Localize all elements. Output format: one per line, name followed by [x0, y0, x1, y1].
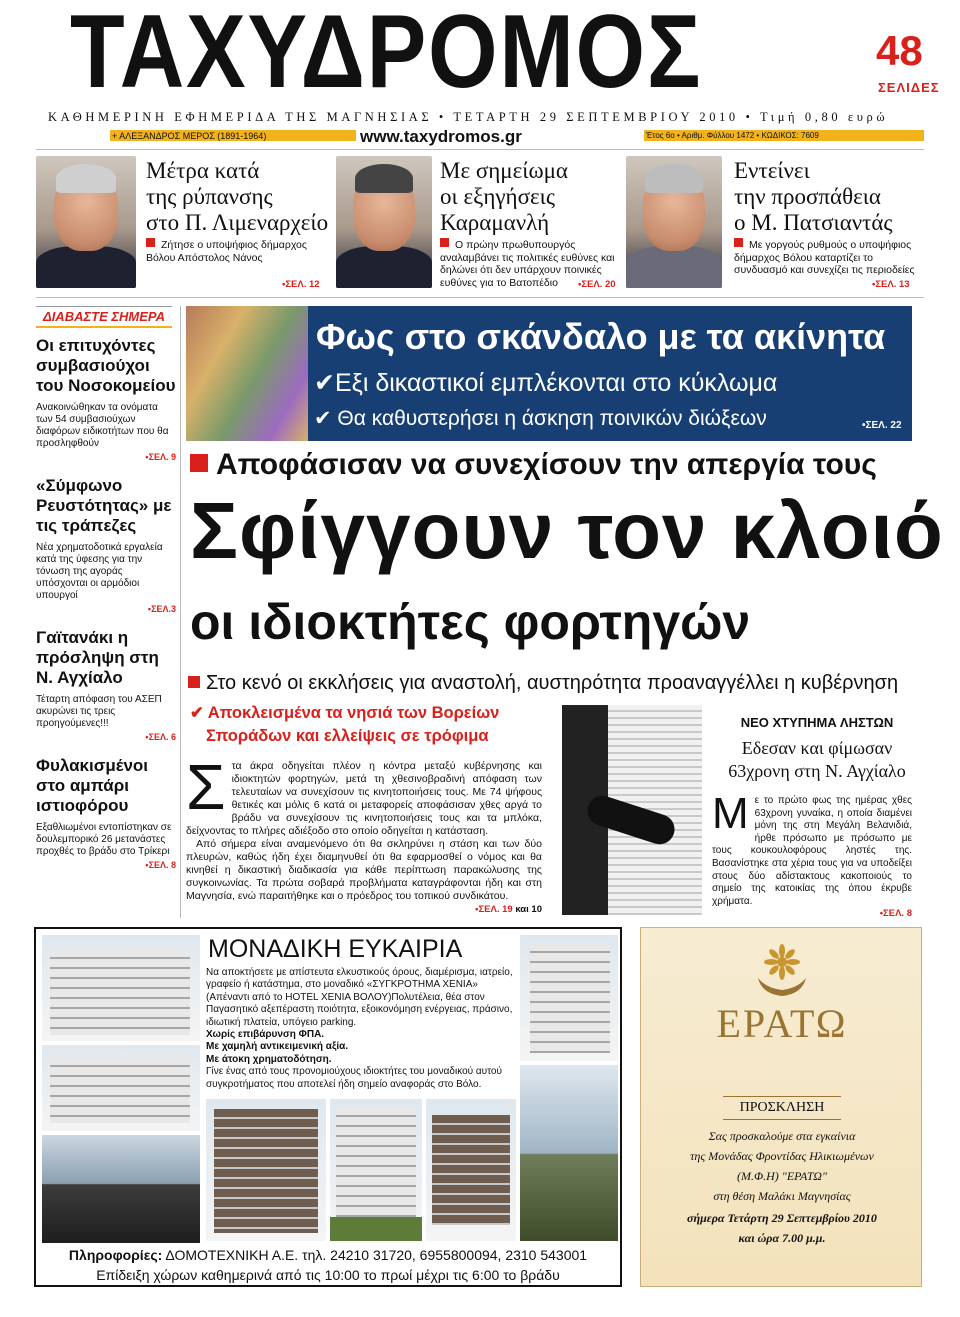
dropcap: Σ: [186, 751, 226, 823]
website-link[interactable]: www.taxydromos.gr: [360, 127, 522, 146]
ad-contact: Πληροφορίες: ΔΟΜΟΤΕΧΝΙΚΗ Α.Ε. τηλ. 24210 31720, 6955800094, 2310 543001: [68, 1247, 588, 1263]
left-story-text: Ανακοινώθηκαν τα ονόματα των 54 συμβασιούχων διαφόρων ειδικοτήτων που θα προσληφθούν: [36, 402, 169, 449]
left-story-title[interactable]: Φυλακισμένοι στο αμπάρι ιστιοφόρου: [36, 756, 149, 815]
pages-label: ΣΕΛΙΔΕΣ: [878, 80, 940, 95]
burglary-photo: [562, 705, 702, 915]
bullet-icon: [734, 238, 743, 247]
left-story-text: Εξαθλιωμένοι εντοπίστηκαν σε δουλεμπορικό 26 μετανάστες προχθές το βράδυ στο Τρίκερι: [36, 822, 172, 857]
lead-headline-2[interactable]: οι ιδιοκτήτες φορτηγών: [190, 594, 751, 650]
building-photo: [336, 1107, 416, 1217]
page-ref: •ΣΕΛ. 19 και 10: [475, 904, 542, 915]
view-photo: [520, 1065, 618, 1241]
flower-hands-icon: [752, 944, 812, 1000]
banner-title: Φως στο σκάνδαλο με τα ακίνητα: [316, 316, 886, 357]
page-ref: •ΣΕΛ. 8: [145, 860, 176, 870]
pages-number: 48: [876, 27, 923, 74]
burglary-kicker: ΝΕΟ ΧΤΥΠΗΜΑ ΛΗΣΤΩΝ: [740, 715, 894, 730]
lead-kicker: Αποφάσισαν να συνεχίσουν την απεργία τους: [190, 448, 877, 482]
banner-subtitle: ✔Εξι δικαστικοί εμπλέκονται στο κύκλωμα: [314, 369, 778, 397]
scandal-banner[interactable]: [186, 306, 912, 441]
bullet-icon: [188, 676, 200, 688]
erato-invitation-ad[interactable]: [640, 927, 922, 1287]
bullet-icon: [190, 454, 208, 472]
newspaper-title: ΤΑΧΥΔΡΟΜΟΣ: [70, 0, 703, 110]
invitation-text: Σας προσκαλούμε στα εγκαίνια της Μονάδας Φροντίδας Ηλικιωμένων (Μ.Φ.Η) "ΕΡΑΤΩ" στη θέση Μαλάκι Μαγνησίας: [690, 1129, 874, 1203]
euro-notes-photo: [186, 306, 308, 441]
story-photo: [336, 156, 432, 288]
left-story-title[interactable]: «Σύμφωνο Ρευστότητας» με τις τράπεζες: [36, 476, 172, 535]
lead-highlight: ✔ Αποκλεισμένα τα νησιά των Βορείων Σποράδων και ελλείψεις σε τρόφιμα: [190, 704, 500, 745]
ad-showing-hours: Επίδειξη χώρων καθημερινά από τις 10:00 το πρωί μέχρι τις 6:00 το βράδυ: [96, 1267, 560, 1283]
invitation-date: σήμερα Τετάρτη 29 Σεπτεμβρίου 2010 και ώρα 7.00 μ.μ.: [687, 1211, 877, 1245]
top-story-text: Ζήτησε ο υποψήφιος δήμαρχος Βόλου Απόστολος Νάνος: [146, 239, 307, 264]
column-divider: [180, 306, 181, 918]
dropcap: Μ: [712, 789, 749, 838]
read-today-column: [36, 306, 176, 870]
left-story-title[interactable]: Γαϊτανάκι η πρόσληψη στη Ν. Αγχίαλο: [36, 628, 159, 687]
building-photo: [530, 943, 610, 1053]
issue-info: Έτος 6ο • Αριθμ. Φύλλου 1472 • ΚΩΔΙΚΟΣ: 7609: [646, 131, 819, 140]
real-estate-ad[interactable]: [34, 927, 622, 1287]
story-photo: [626, 156, 722, 288]
page-ref: •ΣΕΛ. 12: [282, 279, 320, 290]
ad-title: ΜΟΝΑΔΙΚΗ ΕΥΚΑΙΡΙΑ: [208, 935, 463, 963]
page-ref: •ΣΕΛ. 8: [879, 908, 912, 920]
page-ref: •ΣΕΛ. 22: [862, 420, 902, 431]
page-ref: •ΣΕΛ.3: [147, 604, 176, 614]
lead-subtitle: Στο κενό οι εκκλήσεις για αναστολή, αυστηρότητα προαναγγέλλει η κυβέρνηση: [188, 672, 898, 695]
burglary-body: Μ ε το πρώτο φως της ημέρας χθες 63χρονη γυναίκα, η οποία διαμένει μόνη της στη Μεγάλη Βελανιδιά, ήρθε πρόσωπο με πρόσωπο με τους κουκουλοφόρους ληστές της. Βασανίστηκε στα χέρια τους για να υποδείξει στους δύο αδίστακτους κακοποιούς το σημείο της κατοικίας της όπου έκρυβε χρήματα. •ΣΕΛ. 8: [712, 789, 912, 920]
interior-photo: [42, 1135, 200, 1243]
tagline: ΚΑΘΗΜΕΡΙΝΗ ΕΦΗΜΕΡΙΔΑ ΤΗΣ ΜΑΓΝΗΣΙΑΣ • ΤΕΤΑΡΤΗ 29 ΣΕΠΤΕΜΒΡΙΟΥ 2010 • Τιμή 0,80 ευρώ: [48, 110, 889, 124]
page-ref: •ΣΕΛ. 20: [578, 279, 616, 290]
ad-body: Να αποκτήσετε με απίστευτα ελκυστικούς όρους, διαμέρισμα, ιατρείο, γραφείο ή κατάστημα, στο μοναδικό «ΣΥΓΚΡΟΤΗΜΑ ΧΕΝΙΑ» (Απέναντι από το HOTEL XENIA ΒΟΛΟΥ)Πολυτέλεια, θέα στον Παγασητικό αξεπέραστη ποιότητα, εξοικονόμηση ενέργειας, πράσινο, ιδιωτική πλατεία, υπόγειο parking. Χωρίς επιβάρυνση ΦΠΑ. Με χαμηλή αντικειμενική αξία. Με άτοκη χρηματοδότηση. Γίνε ένας από τους προνομιούχους ιδιοκτήτες του μοναδικού αυτού συγκροτήματος που αποτελεί ήδη σημείο αναφοράς στο Βόλο.: [206, 967, 513, 1090]
read-today-header: ΔΙΑΒΑΣΤΕ ΣΗΜΕΡΑ: [36, 306, 172, 328]
top-stories-divider: [36, 297, 924, 298]
building-photo: [50, 1057, 190, 1123]
invitation-label: ΠΡΟΣΚΛΗΣΗ: [723, 1096, 841, 1120]
bullet-icon: [146, 238, 155, 247]
lead-body: Σ τα άκρα οδηγείται πλέον η κόντρα μεταξύ κυβέρνησης και ιδιοκτητών φορτηγών, μετά τη χθεσινοβραδινή απόφαση των τελευταίων να συνεχίσουν τις κινητοποιήσεις τους. Με 74 ψήφους θετικές και μόλις 6 κατά οι μεταφορείς αποφάσισαν χθες αργά το βράδυ να συνεχίσουν τις κινητοποιήσεις τους και τα μπλόκα, δείχνοντας το πλήρες αδιέξοδο στο οποίο οδηγείται η κατάσταση. Από σήμερα είναι αναμενόμενο ότι θα σκληρύνει η στάση και των δύο πλευρών, καθώς ήδη έχει διαμηνυθεί ότι θα εφαρμοσθεί ο νόμος και θα κινηθεί η δικαστική διαδικασία για κάθε περίπτωση παρακώλυσης της συγκοινωνίας. Τα πρώτα σοβαρά προβλήματα καταγράφονται ήδη και στη Μαγνησία, ενώ παραιτήθηκε και ο πρόεδρος του τοπικού συνδικάτου. •ΣΕΛ. 19 και 10: [186, 751, 542, 915]
building-photo: [432, 1115, 510, 1225]
masthead-divider: [36, 149, 924, 150]
top-story-title[interactable]: Μέτρα κατά της ρύπανσης στο Π. Λιμεναρχείο: [146, 158, 329, 235]
burglary-title: Εδεσαν και φίμωσαν 63χρονη στη Ν. Αγχίαλο: [728, 738, 906, 781]
page-ref: •ΣΕΛ. 6: [145, 732, 176, 742]
banner-subtitle: ✔ Θα καθυστερήσει η άσκηση ποινικών διώξεων: [314, 407, 767, 430]
left-story-title[interactable]: Οι επιτυχόντες συμβασιούχοι του Νοσοκομείου: [36, 336, 176, 395]
left-story-text: Τέταρτη απόφαση του ΑΣΕΠ ακυρώνει τις τρεις προηγούμενες!!!: [36, 694, 162, 729]
top-story-text: Με γοργούς ρυθμούς ο υποψήφιος δήμαρχος Βόλου καταρτίζει το συνδυασμό και συνεχίζει τις περιοδείες: [734, 239, 915, 276]
page-ref: •ΣΕΛ. 13: [872, 279, 910, 290]
top-story-text: Ο πρώην πρωθυπουργός αναλαμβάνει τις πολιτικές ευθύνες και δηλώνει ότι δεν υπάρχουν ποινικές ευθύνες για το Βατοπέδιο: [440, 239, 615, 289]
building-photo: [214, 1109, 318, 1233]
burglary-story[interactable]: [562, 705, 916, 920]
founder-note: + ΑΛΕΞΑΝΔΡΟΣ ΜΕΡΟΣ (1891-1964): [112, 131, 267, 141]
page-ref: •ΣΕΛ. 9: [145, 452, 176, 462]
story-photo: [36, 156, 136, 288]
erato-logo: ΕΡΑΤΩ: [716, 1001, 848, 1046]
left-story-text: Νέα χρηματοδοτικά εργαλεία κατά της ύφεσης για την τόνωση της αγοράς υπόσχονται οι αρμόδιοι υπουργοί: [36, 542, 163, 601]
lead-headline[interactable]: Σφίγγουν τον κλοιό: [190, 486, 944, 575]
bullet-icon: [440, 238, 449, 247]
top-story-title[interactable]: Με σημείωμα οι εξηγήσεις Καραμανλή: [440, 158, 568, 235]
top-story-title[interactable]: Εντείνει την προσπάθεια ο Μ. Πατσιαντάς: [734, 158, 893, 235]
building-photo: [50, 949, 190, 1035]
